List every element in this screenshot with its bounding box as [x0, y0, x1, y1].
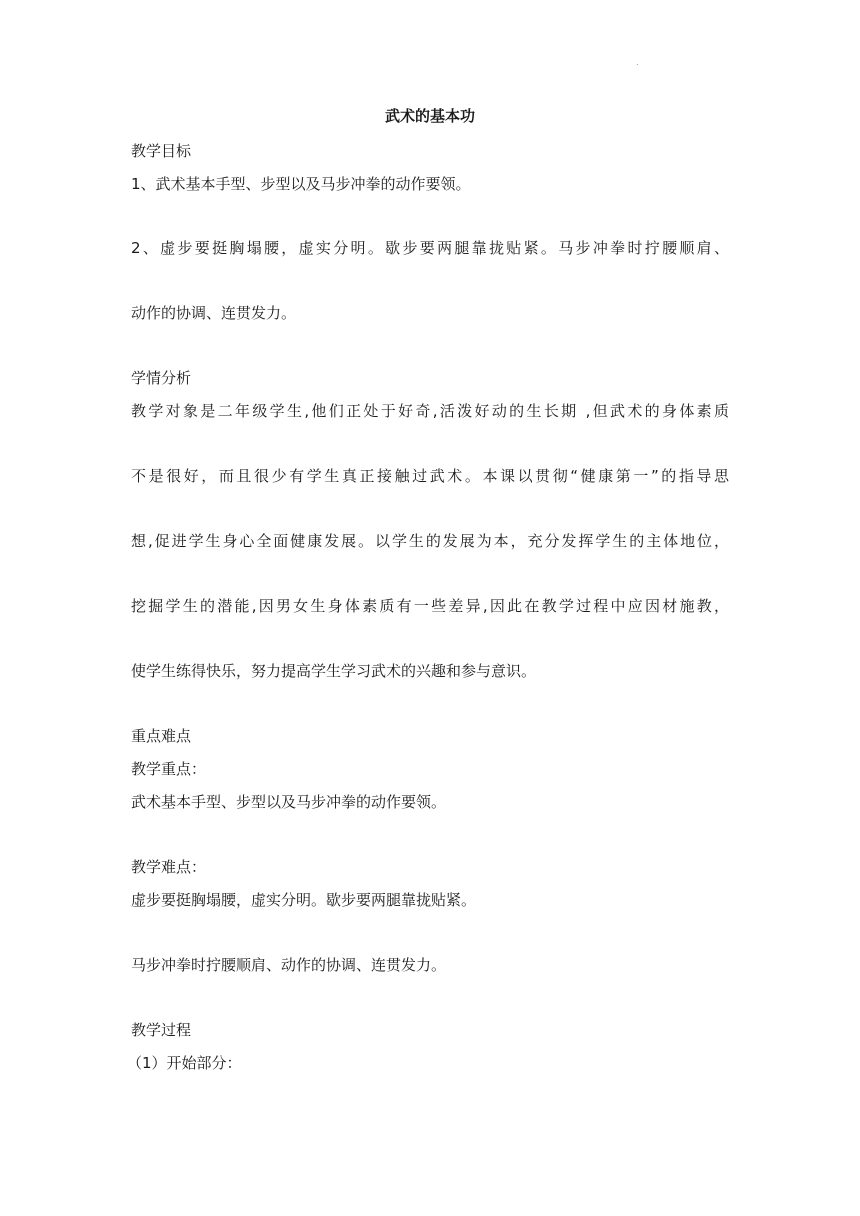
objectives-heading: 教学目标	[131, 142, 192, 160]
process-part-1: （1）开始部分：	[127, 1054, 242, 1072]
analysis-line-4: 挖掘学生的潜能,因男女生身体素质有一些差异,因此在教学过程中应因材施教，	[131, 597, 729, 615]
focus-text: 武术基本手型、步型以及马步冲拳的动作要领。	[131, 793, 447, 811]
process-heading: 教学过程	[131, 1021, 192, 1039]
focus-label: 教学重点：	[131, 760, 207, 778]
difficulty-line-2: 马步冲拳时拧腰顺肩、动作的协调、连贯发力。	[131, 956, 447, 974]
objective-item-2-line-2: 动作的协调、连贯发力。	[131, 304, 297, 322]
analysis-line-5: 使学生练得快乐，努力提高学生学习武术的兴趣和参与意识。	[131, 662, 537, 680]
document-title: 武术的基本功	[384, 107, 475, 125]
objective-item-2-line-1: 2、虚步要挺胸塌腰，虚实分明。歇步要两腿靠拢贴紧。马步冲拳时拧腰顺肩、	[131, 239, 729, 257]
header-dot: .	[636, 58, 639, 67]
key-points-heading: 重点难点	[131, 727, 192, 745]
analysis-heading: 学情分析	[131, 369, 192, 387]
difficulty-line-1: 虚步要挺胸塌腰，虚实分明。歇步要两腿靠拢贴紧。	[131, 891, 477, 909]
objective-item-1: 1、武术基本手型、步型以及马步冲拳的动作要领。	[131, 175, 471, 193]
analysis-line-3: 想,促进学生身心全面健康发展。以学生的发展为本，充分发挥学生的主体地位，	[131, 532, 729, 550]
analysis-line-1: 教学对象是二年级学生,他们正处于好奇,活泼好动的生长期 ,但武术的身体素质	[131, 402, 729, 420]
analysis-line-2: 不是很好，而且很少有学生真正接触过武术。本课以贯彻“健康第一”的指导思	[131, 467, 729, 485]
difficulty-label: 教学难点：	[131, 858, 207, 876]
